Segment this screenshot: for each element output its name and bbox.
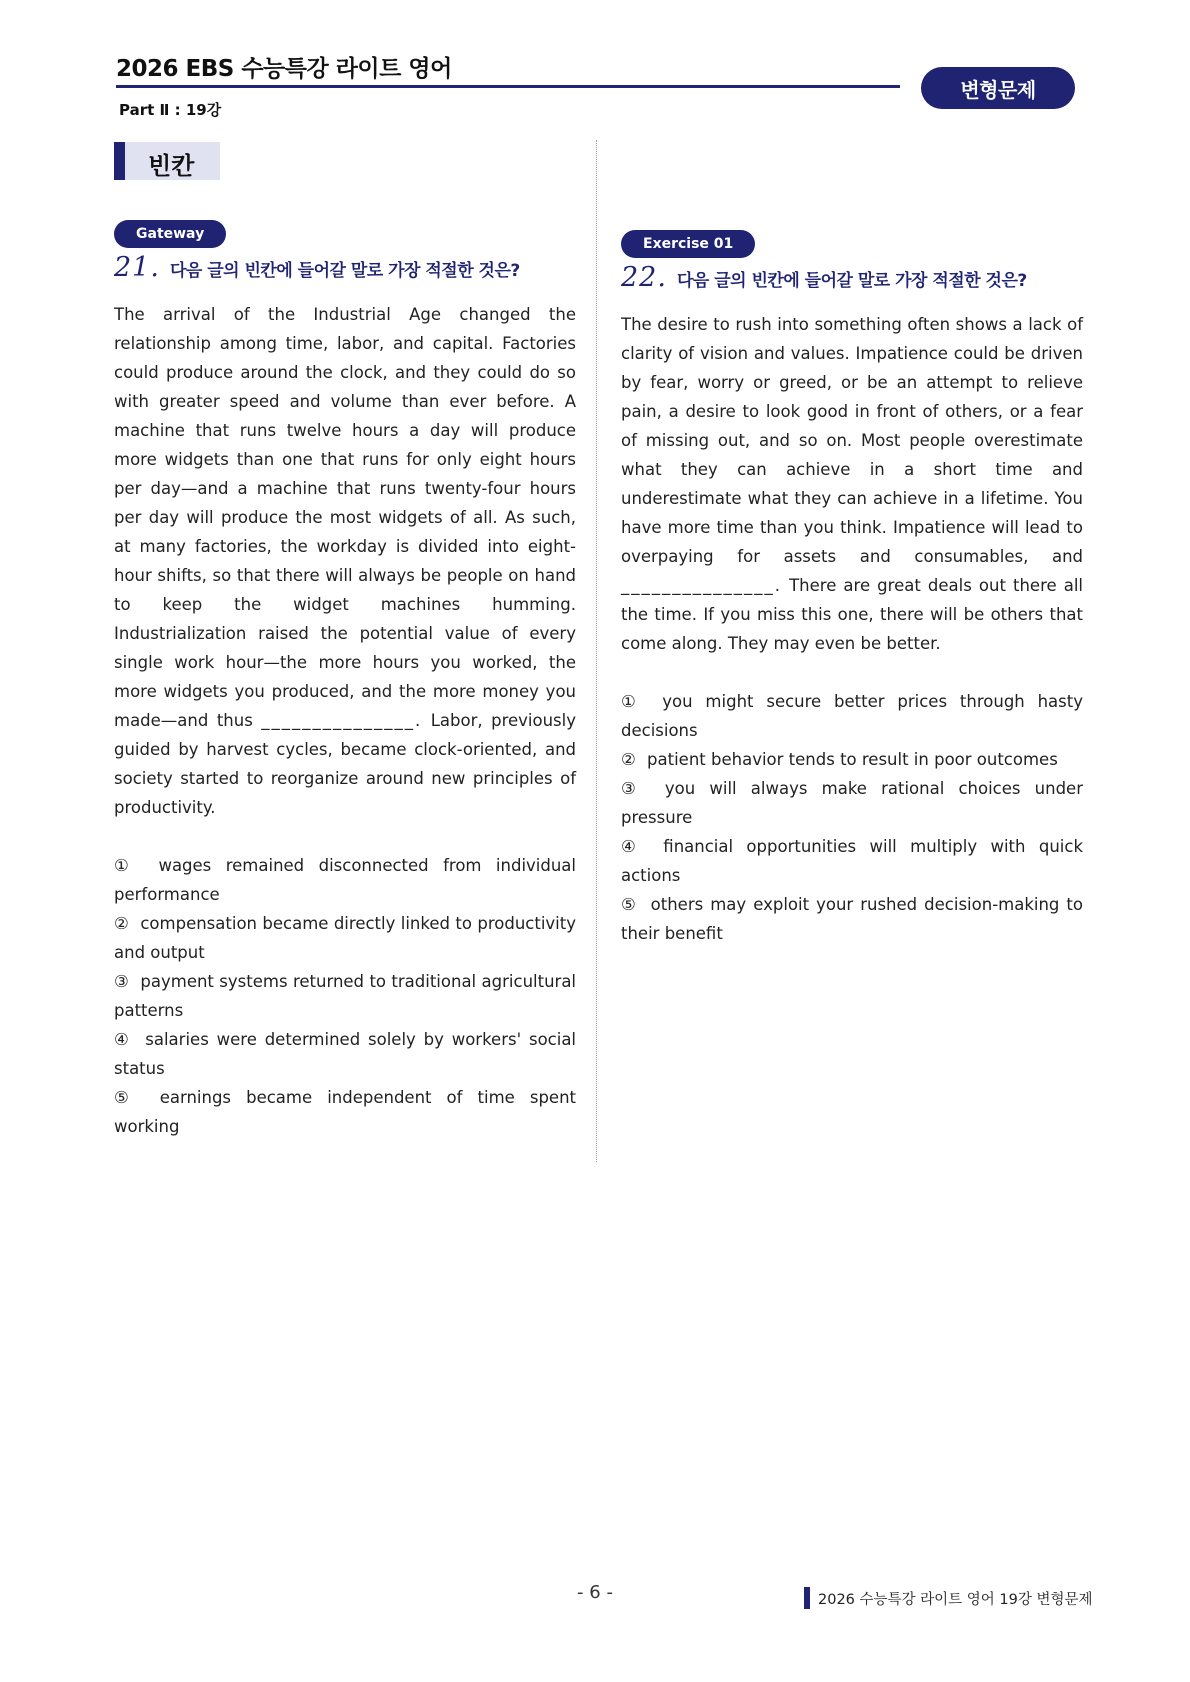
header-rule: [116, 85, 900, 88]
choice-5-text: others may exploit your rushed decision-making to their benefit: [621, 895, 1083, 943]
choice-2-text: compensation became directly linked to productivity and output: [114, 914, 576, 962]
choice-5[interactable]: [114, 1083, 576, 1141]
section-tag-bar: [114, 142, 125, 180]
choice-4-number: ④: [114, 1030, 132, 1049]
choice-4[interactable]: [114, 1025, 576, 1083]
part-label: Part Ⅱ : 19강: [119, 101, 222, 119]
choice-4[interactable]: [621, 832, 1083, 890]
choice-3-number: ③: [621, 779, 645, 798]
choice-1-number: ①: [621, 692, 644, 711]
passage-blank: _______________.: [621, 576, 782, 595]
question-22-choices: [621, 687, 1083, 948]
question-22-number: 22.: [621, 262, 667, 293]
section-tag-label: 빈칸: [148, 152, 195, 180]
question-21-header: [114, 252, 576, 292]
choice-3[interactable]: [114, 967, 576, 1025]
choice-4-text: salaries were determined solely by workers' social status: [114, 1030, 577, 1078]
choice-1-number: ①: [114, 856, 138, 875]
choice-3-text: payment systems returned to traditional agricultural patterns: [114, 972, 577, 1020]
question-21-number: 21.: [114, 252, 160, 283]
passage-text-before-blank: The desire to rush into something often shows a lack of clarity of vision and values. Impatience could be driven by fear, worry or greed, or be an attempt to relieve pain, a desire to look good in front of others, or a fear of missing out, and so on. Most people overestimate what they can achieve in a short time and underestimate what they can achieve in a lifetime. You have more time than you think. Impatience will lead to overpaying for assets and consumables, and: [621, 315, 1083, 566]
choice-2-number: ②: [114, 914, 129, 933]
choice-2[interactable]: [621, 745, 1083, 774]
choice-2-number: ②: [621, 750, 636, 769]
choice-5[interactable]: [621, 890, 1083, 948]
question-21-choices: [114, 851, 576, 1141]
page-number: - 6 -: [577, 1582, 613, 1603]
variant-badge: 변형문제: [921, 67, 1075, 109]
choice-3-number: ③: [114, 972, 129, 991]
passage-text-after-blank: There are great deals out there all the time. If you miss this one, there will be others that come along. They may even be better.: [621, 576, 1083, 653]
footer-label: 2026 수능특강 라이트 영어 19강 변형문제: [818, 1592, 1093, 1608]
question-22-prompt: 다음 글의 빈칸에 들어갈 말로 가장 적절한 것은?: [676, 271, 1027, 291]
question-22-passage: [621, 310, 1083, 658]
choice-2-text: patient behavior tends to result in poor outcomes: [647, 750, 1058, 769]
footer-bar: [804, 1587, 810, 1609]
choice-1[interactable]: [621, 687, 1083, 745]
question-21-column: [114, 220, 576, 1141]
section-tag: [114, 142, 220, 180]
exercise-pill: Exercise 01: [621, 230, 755, 258]
choice-2[interactable]: [114, 909, 576, 967]
choice-4-number: ④: [621, 837, 644, 856]
passage-text-after-blank: Labor, previously guided by harvest cycles, became clock-oriented, and society started to reorganize around new principles of productivity.: [114, 711, 576, 817]
passage-blank: _______________.: [261, 711, 423, 730]
choice-4-text: financial opportunities will multiply with quick actions: [621, 837, 1083, 885]
choice-5-text: earnings became independent of time spent working: [114, 1088, 577, 1136]
question-21-passage: [114, 300, 576, 822]
choice-5-number: ⑤: [621, 895, 638, 914]
column-divider: [596, 140, 597, 1162]
choice-1-text: wages remained disconnected from individual performance: [114, 856, 577, 904]
choice-1[interactable]: [114, 851, 576, 909]
choice-3-text: you will always make rational choices under pressure: [621, 779, 1083, 827]
document-title: 2026 EBS 수능특강 라이트 영어: [116, 56, 452, 82]
choice-1-text: you might secure better prices through hasty decisions: [621, 692, 1083, 740]
choice-3[interactable]: [621, 774, 1083, 832]
choice-5-number: ⑤: [114, 1088, 139, 1107]
passage-text-before-blank: The arrival of the Industrial Age changed the relationship among time, labor, and capital. Factories could produce around the clock, and they could do so with greater speed and volume than ever before. A machine that runs twelve hours a day will produce more widgets than one that runs for only eight hours per day—and a machine that runs twenty-four hours per day will produce the most widgets of all. As such, at many factories, the workday is divided into eight-hour shifts, so that there will always be people on hand to keep the widget machines humming. Industrialization raised the potential value of every single work hour—the more hours you worked, the more widgets you produced, and the more money you made—and thus: [114, 305, 576, 730]
question-22-column: [621, 230, 1083, 948]
question-21-prompt: 다음 글의 빈칸에 들어갈 말로 가장 적절한 것은?: [169, 261, 520, 281]
question-22-header: [621, 262, 1083, 302]
gateway-pill: Gateway: [114, 220, 226, 248]
